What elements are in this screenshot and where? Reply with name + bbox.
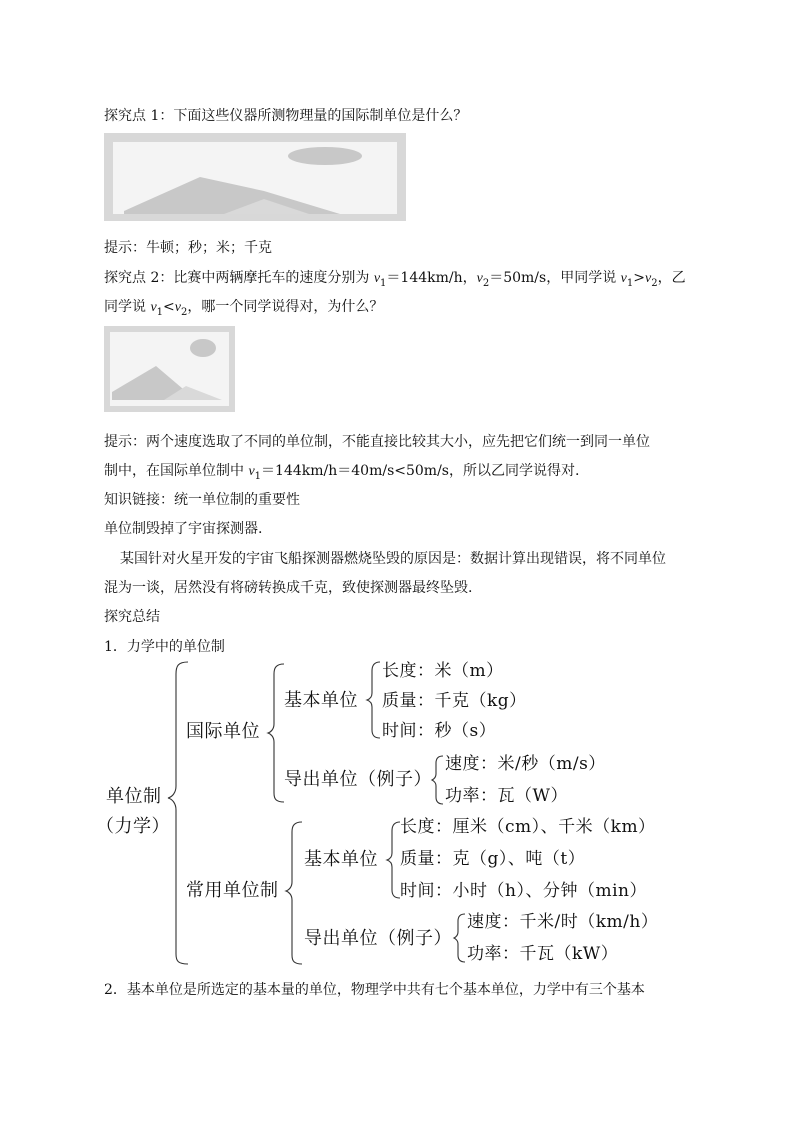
velocity-subscript: 1 <box>380 277 387 289</box>
velocity-symbol: v <box>174 300 181 315</box>
basic-unit-item: 质量：克（g）、吨（t） <box>400 849 586 869</box>
knowledge-link-text: 单位制毁掉了宇宙探测器. <box>104 521 263 537</box>
basic-units-label: 基本单位 <box>284 690 358 711</box>
derived-units-label: 导出单位（例子） <box>284 769 432 790</box>
derived-unit-item: 功率：瓦（W） <box>445 786 568 806</box>
question-2-text: ，哪一个同学说得对，为什么？ <box>187 299 384 315</box>
derived-unit-item: 速度：米/秒（m/s） <box>445 754 606 774</box>
summary-item-2: 2．基本单位是所选定的基本量的单位，物理学中共有七个基本单位，力学中有三个基本 <box>104 982 645 998</box>
brace <box>367 662 380 738</box>
hint-1: 提示：牛顿；秒；米；千克 <box>104 240 272 256</box>
root-label-sub: （力学） <box>96 816 170 837</box>
knowledge-link-text: 混为一谈，居然没有将磅转换成千克，致使探测器最终坠毁. <box>104 580 473 596</box>
summary-title: 探究总结 <box>104 609 160 625</box>
basic-units-label: 基本单位 <box>304 849 378 870</box>
common-units-label: 常用单位制 <box>186 880 279 901</box>
international-units-label: 国际单位 <box>186 721 260 742</box>
hint-2-text: 制中，在国际单位制中 <box>104 463 249 479</box>
basic-unit-item: 长度：米（m） <box>382 661 504 681</box>
hint-2-line-1: 提示：两个速度选取了不同的单位制，不能直接比较其大小，应先把它们统一到同一单位 <box>104 434 650 450</box>
velocity-subscript: 2 <box>482 277 490 289</box>
summary-item-1: 1．力学中的单位制 <box>104 639 225 655</box>
derived-unit-item: 功率：千瓦（kW） <box>467 944 619 964</box>
brace <box>168 662 188 964</box>
derived-unit-item: 速度：千米/时（km/h） <box>467 912 659 932</box>
velocity-symbol: v <box>248 464 255 479</box>
basic-unit-item: 长度：厘米（cm）、千米（km） <box>400 817 656 837</box>
question-1: 探究点 1：下面这些仪器所测物理量的国际制单位是什么？ <box>104 108 468 124</box>
knowledge-link-title: 知识链接：统一单位制的重要性 <box>104 492 300 508</box>
velocity-subscript: 2 <box>181 306 188 318</box>
velocity-subscript: 1 <box>626 277 634 289</box>
velocity-subscript: 2 <box>651 277 658 289</box>
question-2-text: ＝144km/h， <box>386 270 477 286</box>
derived-units-label: 导出单位（例子） <box>304 928 452 949</box>
velocity-subscript: 1 <box>254 470 262 482</box>
velocity-symbol: v <box>150 300 157 315</box>
less-than: < <box>163 299 175 315</box>
basic-unit-item: 质量：千克（kg） <box>382 691 527 711</box>
velocity-symbol: v <box>373 271 381 286</box>
brace <box>432 756 443 804</box>
question-2-text: 探究点 2：比赛中两辆摩托车的速度分别为 <box>104 270 374 286</box>
brace <box>268 664 284 802</box>
brace <box>286 822 302 964</box>
brace <box>454 914 465 962</box>
question-2-text: ＝50m/s，甲同学说 <box>489 270 621 286</box>
brace <box>387 822 400 898</box>
question-2-text: 同学说 <box>104 299 151 315</box>
velocity-symbol: v <box>620 271 627 286</box>
velocity-symbol: v <box>476 271 483 286</box>
velocity-subscript: 1 <box>156 306 164 318</box>
knowledge-link-text: 某国针对火星开发的宇宙飞船探测器燃烧坠毁的原因是：数据计算出现错误，将不同单位 <box>120 551 666 567</box>
basic-unit-item: 时间：小时（h）、分钟（min） <box>400 881 647 901</box>
velocity-symbol: v <box>645 271 652 286</box>
basic-unit-item: 时间：秒（s） <box>382 721 497 741</box>
greater-than: > <box>633 270 645 286</box>
hint-2-text: ＝144km/h＝40m/s<50m/s，所以乙同学说得对. <box>261 463 580 479</box>
root-label: 单位制 <box>106 786 162 807</box>
question-2-text: ，乙 <box>657 270 686 286</box>
